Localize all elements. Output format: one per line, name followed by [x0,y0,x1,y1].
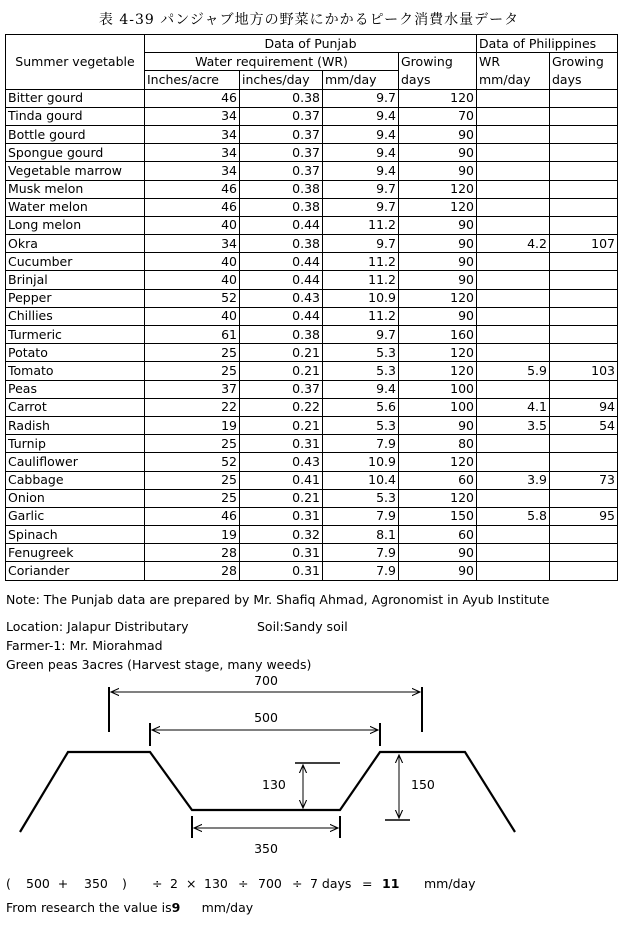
inches-day-cell: 0.44 [240,307,323,325]
mm-day-cell: 10.9 [323,453,399,471]
growing-days-cell: 90 [399,162,477,180]
inches-acre-cell: 25 [145,435,240,453]
growing-days-cell: 120 [399,362,477,380]
inches-acre-cell: 46 [145,198,240,216]
mm-day-cell: 11.2 [323,253,399,271]
mm-day-cell: 7.9 [323,562,399,580]
inches-acre-cell: 34 [145,107,240,125]
table-row [6,271,618,289]
table-row [6,162,618,180]
mm-day-cell: 9.4 [323,144,399,162]
growing-days-cell: 90 [399,416,477,434]
phil-growing-days-cell [550,289,618,307]
table-row [6,507,618,525]
phil-wr-cell [477,562,550,580]
calc-div3: ÷ [292,876,303,891]
calc-b: 350 [84,876,108,891]
phil-growing-days-cell [550,216,618,234]
phil-growing-days-cell [550,453,618,471]
growing-days-cell: 90 [399,271,477,289]
mm-day-cell: 9.4 [323,162,399,180]
vegetable-name-cell: Turmeric [6,326,145,344]
header-mm-day: mm/day [323,71,399,89]
growing-days-cell: 90 [399,125,477,143]
phil-wr-cell: 3.5 [477,416,550,434]
inches-acre-cell: 40 [145,307,240,325]
inches-day-cell: 0.38 [240,198,323,216]
table-row [6,562,618,580]
table-row [6,89,618,107]
header-data-of-philippines: Data of Philippines [477,35,618,53]
growing-days-cell: 120 [399,89,477,107]
vegetable-name-cell: Coriander [6,562,145,580]
calc-a: 500 [26,876,50,891]
research-line [6,900,253,915]
inches-day-cell: 0.37 [240,380,323,398]
inches-acre-cell: 37 [145,380,240,398]
phil-wr-cell [477,380,550,398]
inches-acre-cell: 19 [145,416,240,434]
inches-acre-cell: 61 [145,326,240,344]
header-growing-days: days [399,71,477,89]
mm-day-cell: 9.7 [323,326,399,344]
growing-days-cell: 160 [399,326,477,344]
header-growing: Growing [399,53,477,71]
phil-wr-cell [477,107,550,125]
vegetable-name-cell: Onion [6,489,145,507]
phil-wr-cell [477,271,550,289]
phil-growing-days-cell: 94 [550,398,618,416]
crop-text: Green peas 3acres (Harvest stage, many weeds) [6,657,312,672]
header-row-1 [6,35,618,53]
table-row [6,253,618,271]
phil-wr-cell [477,435,550,453]
inches-day-cell: 0.43 [240,289,323,307]
growing-days-cell: 100 [399,380,477,398]
inches-day-cell: 0.38 [240,326,323,344]
phil-growing-days-cell [550,380,618,398]
table-row [6,216,618,234]
inches-acre-cell: 28 [145,562,240,580]
phil-wr-cell [477,253,550,271]
table-row [6,380,618,398]
table-row [6,344,618,362]
phil-growing-days-cell [550,125,618,143]
growing-days-cell: 60 [399,526,477,544]
inches-day-cell: 0.21 [240,362,323,380]
header-phil-days: days [550,71,618,89]
table-row [6,416,618,434]
inches-day-cell: 0.44 [240,253,323,271]
inches-acre-cell: 34 [145,162,240,180]
phil-wr-cell [477,125,550,143]
phil-wr-cell [477,307,550,325]
inches-day-cell: 0.37 [240,144,323,162]
calc-h: 130 [204,876,228,891]
phil-growing-days-cell [550,144,618,162]
vegetable-name-cell: Garlic [6,507,145,525]
inches-day-cell: 0.37 [240,125,323,143]
inches-day-cell: 0.21 [240,489,323,507]
research-text: From research the value is [6,900,172,915]
growing-days-cell: 80 [399,435,477,453]
table-row [6,326,618,344]
calculation-line [6,876,476,891]
col-header-vegetable: Summer vegetable [6,35,145,90]
phil-growing-days-cell [550,326,618,344]
phil-growing-days-cell [550,562,618,580]
table-row [6,489,618,507]
mm-day-cell: 7.9 [323,435,399,453]
phil-growing-days-cell: 95 [550,507,618,525]
header-phil-wr: WR [477,53,550,71]
mm-day-cell: 7.9 [323,507,399,525]
inches-acre-cell: 25 [145,344,240,362]
mm-day-cell: 5.3 [323,362,399,380]
inches-acre-cell: 34 [145,125,240,143]
mm-day-cell: 9.4 [323,380,399,398]
phil-wr-cell: 4.2 [477,235,550,253]
header-water-requirement: Water requirement (WR) [145,53,399,71]
soil-text: Soil:Sandy soil [257,619,348,634]
mm-day-cell: 9.7 [323,235,399,253]
growing-days-cell: 90 [399,253,477,271]
phil-growing-days-cell [550,489,618,507]
growing-days-cell: 120 [399,453,477,471]
table-row [6,107,618,125]
phil-wr-cell [477,162,550,180]
calc-plus: + [57,876,69,891]
table-row [6,435,618,453]
calc-open: ( [6,876,11,891]
vegetable-name-cell: Cauliflower [6,453,145,471]
vegetable-name-cell: Fenugreek [6,544,145,562]
inches-acre-cell: 40 [145,216,240,234]
phil-growing-days-cell [550,253,618,271]
inches-day-cell: 0.31 [240,562,323,580]
growing-days-cell: 90 [399,307,477,325]
growing-days-cell: 100 [399,398,477,416]
header-phil-mm-day: mm/day [477,71,550,89]
inches-acre-cell: 52 [145,289,240,307]
mm-day-cell: 9.7 [323,198,399,216]
dim-130-label: 130 [262,777,286,792]
phil-wr-cell [477,544,550,562]
growing-days-cell: 90 [399,216,477,234]
mm-day-cell: 5.3 [323,416,399,434]
inches-day-cell: 0.32 [240,526,323,544]
inches-day-cell: 0.38 [240,235,323,253]
inches-day-cell: 0.37 [240,162,323,180]
phil-growing-days-cell [550,307,618,325]
vegetable-name-cell: Brinjal [6,271,145,289]
phil-wr-cell [477,344,550,362]
phil-wr-cell [477,89,550,107]
inches-day-cell: 0.21 [240,416,323,434]
table-row [6,198,618,216]
table-note: Note: The Punjab data are prepared by Mr. Shafiq Ahmad, Agronomist in Ayub Institute [6,592,550,607]
table-row [6,235,618,253]
mm-day-cell: 11.2 [323,271,399,289]
vegetable-name-cell: Water melon [6,198,145,216]
phil-growing-days-cell [550,344,618,362]
vegetable-name-cell: Tinda gourd [6,107,145,125]
calc-result: 11 [382,876,400,891]
phil-growing-days-cell [550,180,618,198]
growing-days-cell: 120 [399,344,477,362]
farmer-text: Farmer-1: Mr. Miorahmad [6,638,163,653]
mm-day-cell: 9.7 [323,89,399,107]
phil-wr-cell: 5.9 [477,362,550,380]
phil-wr-cell: 4.1 [477,398,550,416]
vegetable-name-cell: Cucumber [6,253,145,271]
growing-days-cell: 90 [399,544,477,562]
growing-days-cell: 120 [399,289,477,307]
inches-acre-cell: 46 [145,507,240,525]
growing-days-cell: 120 [399,180,477,198]
inches-day-cell: 0.37 [240,107,323,125]
vegetable-name-cell: Pepper [6,289,145,307]
phil-growing-days-cell [550,435,618,453]
table-row [6,307,618,325]
mm-day-cell: 10.9 [323,289,399,307]
vegetable-name-cell: Cabbage [6,471,145,489]
phil-growing-days-cell [550,89,618,107]
inches-day-cell: 0.31 [240,507,323,525]
phil-growing-days-cell [550,526,618,544]
vegetable-name-cell: Musk melon [6,180,145,198]
vegetable-name-cell: Peas [6,380,145,398]
growing-days-cell: 90 [399,562,477,580]
mm-day-cell: 11.2 [323,307,399,325]
phil-wr-cell [477,198,550,216]
phil-wr-cell [477,453,550,471]
calc-div1: ÷ [152,876,163,891]
phil-growing-days-cell [550,107,618,125]
calc-close: ) [122,876,127,891]
growing-days-cell: 60 [399,471,477,489]
inches-day-cell: 0.38 [240,89,323,107]
phil-wr-cell: 3.9 [477,471,550,489]
phil-growing-days-cell: 73 [550,471,618,489]
phil-wr-cell: 5.8 [477,507,550,525]
header-inches-day: inches/day [240,71,323,89]
inches-acre-cell: 52 [145,453,240,471]
mm-day-cell: 8.1 [323,526,399,544]
table-row [6,544,618,562]
inches-acre-cell: 40 [145,271,240,289]
inches-day-cell: 0.38 [240,180,323,198]
furrow-profile [20,752,515,832]
inches-acre-cell: 40 [145,253,240,271]
location-text: Location: Jalapur Distributary [6,619,189,634]
phil-growing-days-cell [550,162,618,180]
research-unit: mm/day [201,900,254,915]
table-row [6,471,618,489]
table-row [6,289,618,307]
growing-days-cell: 90 [399,144,477,162]
vegetable-name-cell: Carrot [6,398,145,416]
table-row [6,526,618,544]
table-row [6,180,618,198]
phil-growing-days-cell: 107 [550,235,618,253]
header-data-of-punjab: Data of Punjab [145,35,477,53]
vegetable-name-cell: Spongue gourd [6,144,145,162]
vegetable-name-cell: Tomato [6,362,145,380]
inches-acre-cell: 25 [145,362,240,380]
inches-day-cell: 0.41 [240,471,323,489]
vegetable-water-table [5,34,618,581]
mm-day-cell: 9.4 [323,107,399,125]
vegetable-name-cell: Bitter gourd [6,89,145,107]
phil-wr-cell [477,180,550,198]
phil-wr-cell [477,289,550,307]
inches-acre-cell: 22 [145,398,240,416]
inches-acre-cell: 25 [145,489,240,507]
calc-unit: mm/day [424,876,476,891]
phil-growing-days-cell: 103 [550,362,618,380]
inches-day-cell: 0.43 [240,453,323,471]
research-value: 9 [171,900,181,915]
phil-growing-days-cell [550,198,618,216]
vegetable-name-cell: Long melon [6,216,145,234]
mm-day-cell: 7.9 [323,544,399,562]
mm-day-cell: 5.3 [323,344,399,362]
phil-growing-days-cell: 54 [550,416,618,434]
phil-growing-days-cell [550,544,618,562]
table-row [6,362,618,380]
inches-day-cell: 0.44 [240,271,323,289]
inches-acre-cell: 46 [145,89,240,107]
mm-day-cell: 11.2 [323,216,399,234]
vegetable-name-cell: Vegetable marrow [6,162,145,180]
inches-acre-cell: 34 [145,144,240,162]
inches-acre-cell: 28 [145,544,240,562]
header-phil-growing: Growing [550,53,618,71]
inches-acre-cell: 25 [145,471,240,489]
vegetable-name-cell: Potato [6,344,145,362]
phil-wr-cell [477,144,550,162]
inches-day-cell: 0.22 [240,398,323,416]
dim-150-label: 150 [411,777,435,792]
inches-day-cell: 0.21 [240,344,323,362]
mm-day-cell: 9.4 [323,125,399,143]
inches-day-cell: 0.31 [240,544,323,562]
table-row [6,453,618,471]
inches-day-cell: 0.31 [240,435,323,453]
vegetable-name-cell: Spinach [6,526,145,544]
vegetable-name-cell: Radish [6,416,145,434]
header-inches-acre: Inches/acre [145,71,240,89]
dim-350-label: 350 [254,841,278,856]
inches-acre-cell: 19 [145,526,240,544]
calc-w: 700 [258,876,282,891]
table-row [6,398,618,416]
phil-wr-cell [477,526,550,544]
phil-wr-cell [477,216,550,234]
phil-wr-cell [477,326,550,344]
calc-div2: ÷ [238,876,249,891]
vegetable-name-cell: Turnip [6,435,145,453]
dim-500-label: 500 [254,710,278,725]
growing-days-cell: 90 [399,235,477,253]
vegetable-name-cell: Chillies [6,307,145,325]
mm-day-cell: 10.4 [323,471,399,489]
furrow-cross-section-diagram [0,670,618,860]
phil-wr-cell [477,489,550,507]
inches-day-cell: 0.44 [240,216,323,234]
table-row [6,125,618,143]
mm-day-cell: 9.7 [323,180,399,198]
mm-day-cell: 5.3 [323,489,399,507]
mm-day-cell: 5.6 [323,398,399,416]
growing-days-cell: 120 [399,198,477,216]
calc-two: 2 [170,876,178,891]
growing-days-cell: 70 [399,107,477,125]
inches-acre-cell: 46 [145,180,240,198]
growing-days-cell: 120 [399,489,477,507]
table-row [6,144,618,162]
growing-days-cell: 150 [399,507,477,525]
dim-700-label: 700 [254,673,278,688]
vegetable-name-cell: Bottle gourd [6,125,145,143]
calc-times: × [186,876,197,891]
phil-growing-days-cell [550,271,618,289]
document-title: 表 4-39 パンジャブ地方の野菜にかかるピーク消費水量データ [98,12,520,28]
inches-acre-cell: 34 [145,235,240,253]
calc-eq: = [362,876,373,891]
vegetable-name-cell: Okra [6,235,145,253]
calc-days: 7 days [310,876,352,891]
